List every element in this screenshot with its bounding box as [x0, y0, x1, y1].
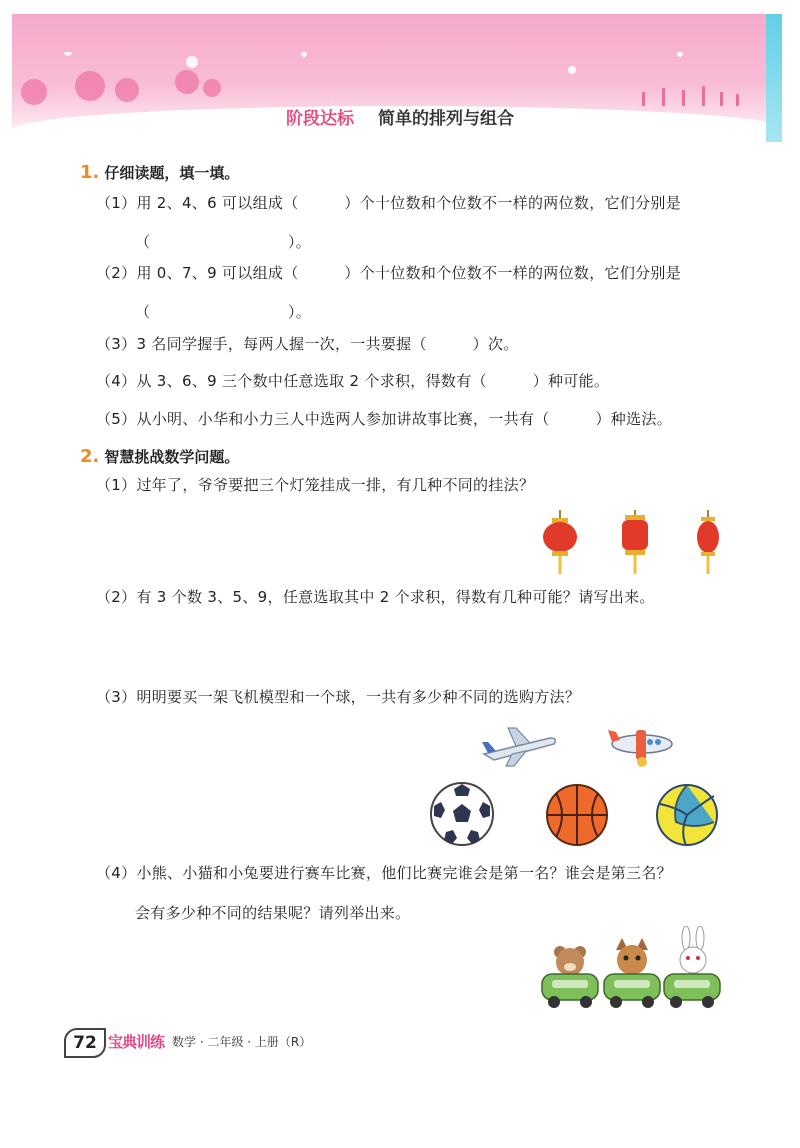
brand-logo: 宝典训练 — [108, 1033, 165, 1051]
page-footer — [64, 1028, 364, 1056]
soccer-ball-icon — [428, 780, 496, 848]
s1-q4: （4）从 3、6、9 三个数中任意选取 2 个求积，得数有（ ）种可能。 — [96, 372, 610, 390]
bear-car-icon — [542, 946, 598, 1008]
basketball-icon — [544, 782, 610, 848]
s1-q3: （3）3 名同学握手，每两人握一次，一共要握（ ）次。 — [96, 335, 519, 353]
race-cars-icon — [538, 926, 724, 1012]
jet-plane-icon — [480, 724, 560, 768]
s2-q1: （1）过年了，爷爷要把三个灯笼挂成一排，有几种不同的挂法？ — [96, 476, 535, 494]
section-2-title: 智慧挑战数学问题。 — [104, 448, 240, 466]
s2-q3: （3）明明要买一架飞机模型和一个球，一共有多少种不同的选购方法？ — [96, 688, 581, 706]
s1-q5: （5）从小明、小华和小力三人中选两人参加讲故事比赛，一共有（ ）种选法。 — [96, 410, 672, 428]
cat-car-icon — [604, 938, 660, 1008]
section-2-number: 2. — [80, 446, 100, 467]
title-text: 简单的排列与组合 — [377, 109, 514, 129]
s1-q2-line2: （ ）。 — [135, 303, 312, 321]
propeller-plane-icon — [606, 722, 676, 768]
s1-q1-line2: （ ）。 — [135, 233, 312, 251]
volleyball-icon — [654, 782, 720, 848]
lantern-round-icon — [543, 510, 577, 574]
section-1-number: 1. — [80, 162, 100, 183]
s2-q2: （2）有 3 个数 3、5、9，任意选取其中 2 个求积，得数有几种可能？请写出来。 — [96, 588, 655, 606]
section-1-heading — [80, 162, 239, 183]
lantern-oval-icon — [697, 510, 719, 574]
s1-q2-line1: （2）用 0、7、9 可以组成（ ）个十位数和个位数不一样的两位数，它们分别是 — [96, 264, 682, 282]
section-2-heading — [80, 446, 239, 467]
rabbit-car-icon — [664, 926, 720, 1008]
section-label: 阶段达标 — [286, 109, 355, 129]
section-1-title: 仔细读题，填一填。 — [104, 164, 240, 182]
lanterns-icon — [538, 510, 728, 580]
page-title — [0, 104, 800, 129]
s2-q4-line1: （4）小熊、小猫和小兔要进行赛车比赛，他们比赛完谁会是第一名？谁会是第三名？ — [96, 864, 672, 882]
page-number: 72 — [64, 1028, 106, 1058]
book-info: 数学 · 二年级 · 上册（R） — [172, 1035, 312, 1049]
s2-q4-line2: 会有多少种不同的结果呢？请列举出来。 — [135, 904, 411, 922]
s1-q1-line1: （1）用 2、4、6 可以组成（ ）个十位数和个位数不一样的两位数，它们分别是 — [96, 194, 682, 212]
lantern-tall-icon — [622, 510, 648, 574]
